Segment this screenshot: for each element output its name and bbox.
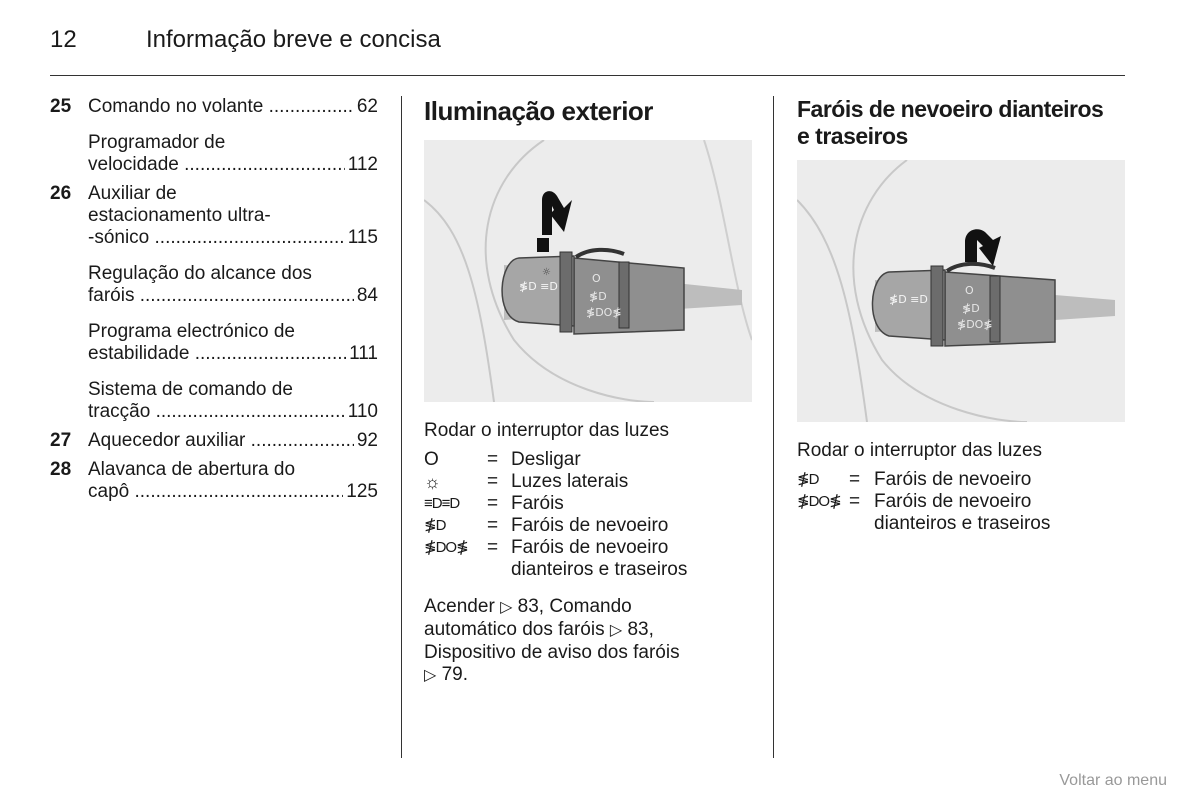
legend-list <box>424 449 754 581</box>
legend-item <box>424 471 754 493</box>
toc-label: tracção <box>88 401 151 422</box>
page-reference-arrow-icon: ▷ <box>609 622 623 639</box>
light-switch-illustration <box>424 140 752 402</box>
column-divider-left <box>401 96 402 758</box>
toc-entry[interactable] <box>50 379 380 423</box>
cross-references <box>424 596 754 687</box>
toc-number: 27 <box>50 430 72 451</box>
header-divider <box>50 75 1125 76</box>
headlights-icon: ≡D≡D <box>424 495 460 512</box>
reference-line <box>424 619 754 642</box>
svg-text:≸DO≸: ≸DO≸ <box>586 306 622 319</box>
svg-text:☼: ☼ <box>542 267 551 278</box>
reference-link[interactable]: 79. <box>441 664 469 685</box>
instruction-text: Rodar o interruptor das luzes <box>797 440 1043 461</box>
toc-label: Comando no volante <box>88 96 264 117</box>
toc-list <box>50 96 385 516</box>
legend-item <box>424 493 754 515</box>
legend-item-continued <box>797 513 1127 535</box>
legend-item <box>424 537 754 559</box>
toc-page: 110 <box>345 401 378 423</box>
toc-page: 125 <box>343 481 378 503</box>
toc-label: Aquecedor auxiliar <box>88 430 246 451</box>
legend-item-continued <box>424 559 754 581</box>
legend-item <box>424 449 754 471</box>
exterior-lighting-section <box>424 96 759 685</box>
toc-entry[interactable] <box>50 183 380 249</box>
legend-item <box>797 469 1127 491</box>
toc-entry[interactable] <box>50 263 380 307</box>
legend-text: Faróis de nevoeiro <box>874 491 1032 512</box>
toc-label: Regulação do alcance dos <box>88 263 312 284</box>
toc-page: 115 <box>345 227 378 249</box>
toc-label: Auxiliar de <box>88 183 177 204</box>
column-divider-right <box>773 96 774 758</box>
legend-equals: = <box>487 449 499 470</box>
legend-text: Desligar <box>511 449 581 470</box>
section-title-line: e traseiros <box>797 123 908 149</box>
fog-switch-icon <box>797 160 1125 422</box>
reference-text: Dispositivo de aviso dos faróis <box>424 642 680 663</box>
section-title-line: Faróis de nevoeiro dianteiros <box>797 96 1104 122</box>
legend-text: dianteiros e traseiros <box>874 513 1051 534</box>
svg-text:O: O <box>592 272 601 285</box>
toc-number: 28 <box>50 459 72 480</box>
page-title: Informação breve e concisa <box>146 26 441 53</box>
toc-label: velocidade <box>88 154 179 175</box>
svg-text:≸D ≡D: ≸D ≡D <box>519 280 558 293</box>
svg-text:≸DO≸: ≸DO≸ <box>957 318 993 331</box>
legend-item <box>424 515 754 537</box>
front-fog-lights-icon: ≸D <box>424 517 446 534</box>
legend-text: Faróis de nevoeiro <box>874 469 1032 490</box>
toc-label: faróis <box>88 285 135 306</box>
reference-line <box>424 596 754 619</box>
toc-entry[interactable] <box>50 459 380 503</box>
toc-page: 112 <box>345 154 378 176</box>
section-title: Iluminação exterior <box>424 96 653 126</box>
svg-text:≸D ≡D: ≸D ≡D <box>889 293 928 306</box>
reference-text: Acender <box>424 596 495 617</box>
legend-equals: = <box>487 537 499 558</box>
svg-text:O: O <box>965 284 974 297</box>
svg-text:≸D: ≸D <box>589 290 607 303</box>
front-rear-fog-lights-icon: ≸DO≸ <box>797 493 841 510</box>
legend-list <box>797 469 1127 535</box>
fog-lights-section <box>797 96 1127 534</box>
toc-label: estacionamento ultra- <box>88 205 271 226</box>
toc-entry[interactable] <box>50 96 380 118</box>
toc-entry[interactable] <box>50 132 380 176</box>
toc-page: 111 <box>346 343 378 365</box>
instruction-text: Rodar o interruptor das luzes <box>424 420 670 441</box>
toc-label: Programa electrónico de <box>88 321 295 342</box>
reference-link[interactable]: 83, <box>627 619 654 640</box>
front-fog-lights-icon: ≸D <box>797 471 819 488</box>
off-icon: O <box>424 449 438 470</box>
reference-link[interactable]: 83, Comando <box>517 596 632 617</box>
legend-equals: = <box>487 471 499 492</box>
toc-entry[interactable] <box>50 430 380 452</box>
side-lights-icon: ☼ <box>424 472 440 492</box>
legend-equals: = <box>849 469 861 490</box>
section-title <box>797 96 1127 150</box>
page-reference-arrow-icon: ▷ <box>500 599 513 616</box>
toc-label: -sónico <box>88 227 150 248</box>
legend-equals: = <box>849 491 861 512</box>
toc-label: Alavanca de abertura do <box>88 459 296 480</box>
svg-text:≸D: ≸D <box>962 302 980 315</box>
toc-label: Programador de <box>88 132 226 153</box>
reference-text: automático dos faróis <box>424 619 605 640</box>
front-rear-fog-lights-icon: ≸DO≸ <box>424 539 468 556</box>
toc-label: Sistema de comando de <box>88 379 293 400</box>
light-switch-icon <box>424 140 752 402</box>
legend-text: dianteiros e traseiros <box>511 559 688 580</box>
legend-item <box>797 491 1127 513</box>
toc-entry[interactable] <box>50 321 380 365</box>
toc-label: estabilidade <box>88 343 190 364</box>
toc-number: 26 <box>50 183 72 204</box>
legend-text: Luzes laterais <box>511 471 629 492</box>
toc-page: 92 <box>354 430 378 452</box>
reference-line <box>424 664 754 687</box>
legend-equals: = <box>487 493 499 514</box>
toc-number: 25 <box>50 96 72 117</box>
page-reference-arrow-icon: ▷ <box>424 667 437 684</box>
fog-switch-illustration <box>797 160 1125 422</box>
toc-label: capô <box>88 481 130 502</box>
back-to-menu-link[interactable]: Voltar ao menu <box>1059 772 1167 789</box>
legend-equals: = <box>487 515 499 536</box>
legend-text: Faróis <box>511 493 564 514</box>
legend-text: Faróis de nevoeiro <box>511 515 669 536</box>
legend-text: Faróis de nevoeiro <box>511 537 669 558</box>
toc-page: 62 <box>354 96 378 118</box>
toc-page: 84 <box>354 285 378 307</box>
page-number: 12 <box>50 26 77 53</box>
